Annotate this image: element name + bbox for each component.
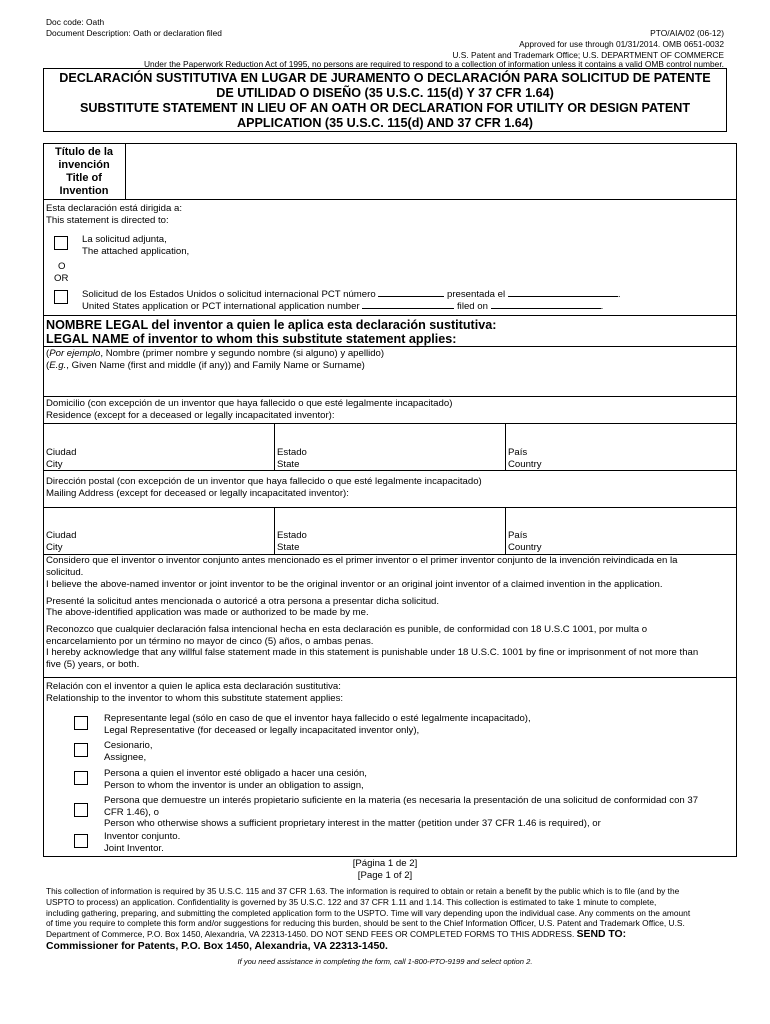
assignee-option: Cesionario, Assignee, [104, 740, 153, 763]
assignee-checkbox[interactable] [74, 743, 88, 757]
directed-to-label-en: This statement is directed to: [46, 215, 169, 226]
approval-line: Approved for use through 01/31/2014. OMB 0651-0032 [519, 39, 724, 49]
directed-to-label-es: Esta declaración está dirigida a: [46, 203, 182, 214]
mailing-country-field[interactable]: País Country [508, 530, 542, 553]
mailing-label-en: Mailing Address (except for deceased or legally incapacitated inventor): [46, 488, 349, 499]
relationship-label-en: Relationship to the inventor to whom this substitute statement applies: [46, 693, 344, 704]
legal-name-heading-es: NOMBRE LEGAL del inventor a quien le aplica esta declaración sustitutiva: [46, 318, 497, 332]
belief-statement: Considero que el inventor o inventor conjunto antes mencionado es el primer inventor o el primer inventor conjunto de la invención reivindicada en la solicitud. I believe the above-named inventor or joint inventor to be the original inventor or an original joint inventor of a claimed invention in the application. Presenté la solicitud antes mencionada o autoricé a otra persona a presentar dicha solicitud. The above-identified application was made or authorized to be made by me. Reconozco que cualquier declaración falsa intencional hecha en esta declaración es punible, de conformidad con 18 U.S.C 1001, por multa o encarcelamiento por un término no mayor de cinco (5) años, o ambas penas. I hereby acknowledge that any willful false statement made in this statement is punishable under 18 U.S.C. 1001 by fine or imprisonment of not more than five (5) years, or both. [46, 555, 734, 670]
relationship-label-es: Relación con el inventor a quien le aplica esta declaración sustitutiva: [46, 681, 341, 692]
legal-representative-checkbox[interactable] [74, 716, 88, 730]
title-spanish-line2: DE UTILIDAD O DISEÑO (35 U.S.C. 115(d) Y 37 CFR 1.64) [216, 86, 554, 100]
assistance-line: If you need assistance in completing the form, call 1-800-PTO-9199 and select option 2. [237, 957, 533, 966]
application-number-field[interactable] [378, 288, 444, 297]
title-english-line1: SUBSTITUTE STATEMENT IN LIEU OF AN OATH OR DECLARATION FOR UTILITY OR DESIGN PATENT [79, 101, 691, 115]
doc-description: Document Description: Oath or declaration filed [46, 28, 222, 38]
legal-name-heading-en: LEGAL NAME of inventor to whom this substitute statement applies: [46, 332, 457, 346]
or-label-es: O [58, 261, 66, 272]
residence-label-en: Residence (except for a deceased or legally incapacitated inventor): [46, 410, 335, 421]
title-spanish-line1: DECLARACIÓN SUSTITUTIVA EN LUGAR DE JURAMENTO O DECLARACIÓN PARA SOLICITUD DE PATENTE [59, 71, 711, 85]
burden-statement: This collection of information is required by 35 U.S.C. 115 and 37 CFR 1.63. The information is required to obtain or retain a benefit by the public which is to file (and by the USPTO to process) an application. Confidentiality is governed by 35 U.S.C. 122 and 37 CFR 1.11 and 1.14. This collection is estimated to take 1 minute to complete, including gathering, preparing, and submitting the completed application form to the USPTO. Time will vary depending upon the individual case. Any comments on the amount of time you require to complete this form and/or suggestions for reducing this burden, should be sent to the Chief Information Officer, U.S. Patent and Trademark Office, U.S. Department of Commerce, P.O. Box 1450, Alexandria, VA 22313-1450. DO NOT SEND FEES OR COMPLETED FORMS TO THIS ADDRESS. SEND TO: Commissioner for Patents, P.O. Box 1450, Alexandria, VA 22313-1450. [46, 886, 730, 953]
residence-country-field[interactable]: País Country [508, 447, 542, 470]
residence-label-es: Domicilio (con excepción de un inventor que haya fallecido o que esté legalmente incapacitado) [46, 398, 453, 409]
form-id: PTO/AIA/02 (06-12) [650, 28, 724, 38]
residence-state-field[interactable]: Estado State [277, 447, 307, 470]
page-number-en: [Page 1 of 2] [357, 870, 413, 881]
agency-line: U.S. Patent and Trademark Office; U.S. DEPARTMENT OF COMMERCE [452, 50, 724, 60]
proprietary-interest-option: Persona que demuestre un interés propietario suficiente en la materia (es necesaria la presentación de una solicitud de conformidad con 37 CFR 1.46), o Person who otherwise shows a sufficient proprietary interest in the matter (petition under 37 CFR 1.46 is required), or [104, 795, 699, 830]
invention-title-field[interactable] [128, 146, 734, 196]
legal-name-field[interactable] [46, 373, 734, 395]
invention-title-label: Título de la invención Title of Invention [54, 146, 114, 197]
application-made-statement: Presenté la solicitud antes mencionada o autoricé a otra persona a presentar dicha solicitud. [46, 595, 440, 607]
mailing-label-es: Dirección postal (con excepción de un inventor que haya fallecido o que esté legalmente incapacitado) [46, 476, 482, 487]
title-box [43, 68, 727, 132]
page-number-es: [Página 1 de 2] [352, 858, 418, 869]
filing-date-field[interactable] [508, 288, 618, 297]
mailing-city-field[interactable]: Ciudad City [46, 530, 77, 553]
legal-representative-option: Representante legal (sólo en caso de que el inventor haya fallecido o esté legalmente incapacitado), Legal Representative (for deceased or legally incapacitated inventor only), [104, 713, 531, 736]
obligated-assignee-checkbox[interactable] [74, 771, 88, 785]
existing-application-en: United States application or PCT international application number filed on . [82, 301, 604, 312]
attached-application-es: La solicitud adjunta, [82, 234, 167, 245]
residence-city-field[interactable]: Ciudad City [46, 447, 77, 470]
proprietary-interest-checkbox[interactable] [74, 803, 88, 817]
joint-inventor-checkbox[interactable] [74, 834, 88, 848]
attached-application-en: The attached application, [82, 246, 190, 257]
existing-application-es: Solicitud de los Estados Unidos o solicitud internacional PCT número presentada el . [82, 289, 621, 300]
send-to-label: SEND TO: [576, 929, 627, 941]
legal-name-example-es: (Por ejemplo, Nombre (primer nombre y segundo nombre (si alguno) y apellido) [46, 348, 385, 359]
doc-code: Doc code: Oath [46, 17, 105, 27]
joint-inventor-option: Inventor conjunto. Joint Inventor. [104, 831, 181, 854]
commissioner-address: Commissioner for Patents, P.O. Box 1450, Alexandria, VA 22313-1450. [46, 940, 388, 952]
false-statement-acknowledgement: Reconozco que cualquier declaración falsa intencional hecha en esta declaración es punible, de conformidad con 18 U.S.C 1001, por multa o [46, 623, 648, 635]
mailing-state-field[interactable]: Estado State [277, 530, 307, 553]
paperwork-reduction-notice: Under the Paperwork Reduction Act of 1995, no persons are required to respond to a collection of information unless it contains a valid OMB control number. [143, 59, 724, 69]
attached-application-checkbox[interactable] [54, 236, 68, 250]
or-label-en: OR [54, 273, 69, 284]
obligated-assignee-option: Persona a quien el inventor esté obligado a hacer una cesión, Person to whom the inventor is under an obligation to assign, [104, 768, 367, 791]
legal-name-example-en: (E.g., Given Name (first and middle (if any)) and Family Name or Surname) [46, 360, 365, 371]
title-english-line2: APPLICATION (35 U.S.C. 115(d) AND 37 CFR 1.64) [236, 116, 533, 130]
existing-application-checkbox[interactable] [54, 290, 68, 304]
